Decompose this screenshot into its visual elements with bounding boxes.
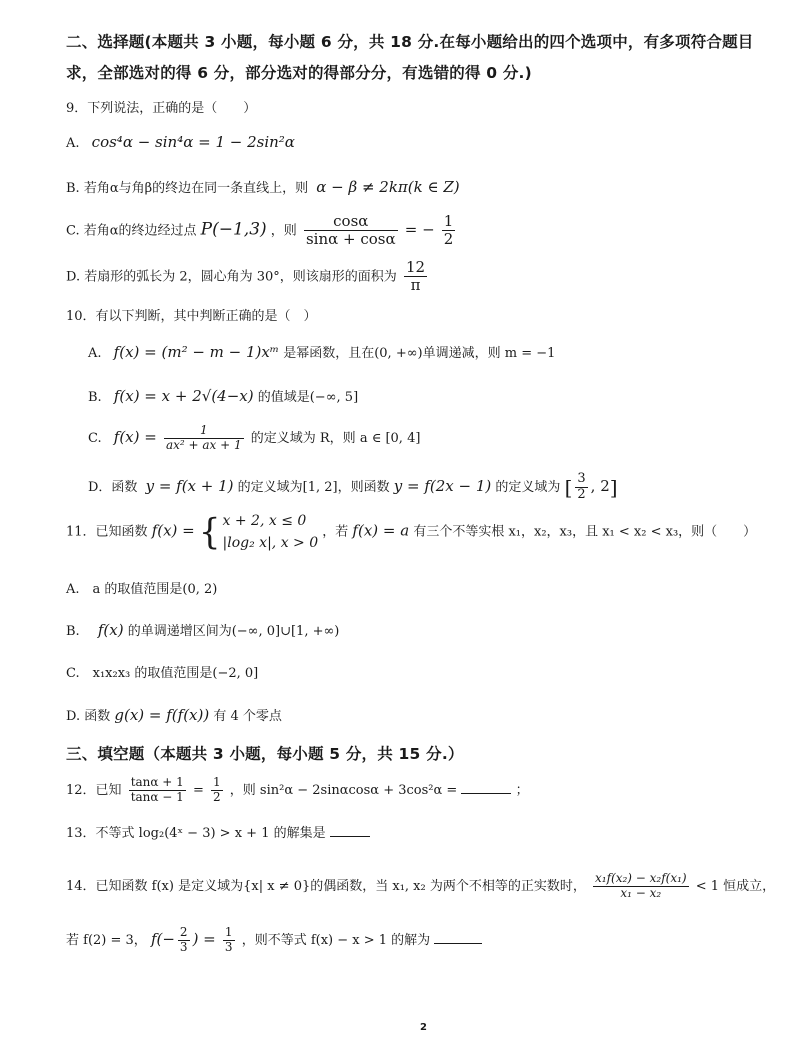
math-expr: y = f(x + 1) — [145, 476, 234, 495]
math-expr: f(x) = a — [352, 521, 410, 540]
q9-option-b — [66, 177, 794, 196]
denominator: 3 — [179, 939, 188, 954]
option-label: D．函数 — [88, 479, 138, 495]
math-expr: y = f(2x − 1) — [393, 476, 492, 495]
question-text: ； — [515, 782, 529, 798]
brace: { — [198, 511, 221, 553]
numerator: x₁f(x₂) − x₂f(x₁) — [595, 871, 687, 885]
option-text: ，则 — [270, 223, 297, 239]
q11-option-c: C. x₁x₂x₃ 的取值范围是(−2, 0] — [66, 666, 259, 681]
fraction — [575, 472, 587, 503]
case-1: x + 2, x ≤ 0 — [222, 513, 307, 529]
numerator: 12 — [405, 258, 426, 276]
fraction — [404, 259, 427, 295]
numerator: 1 — [224, 925, 233, 939]
q10-stem: 10．有以下判断，其中判断正确的是（ ） — [66, 309, 317, 324]
q12 — [66, 776, 794, 805]
answer-blank[interactable] — [330, 835, 370, 837]
fraction — [129, 776, 186, 805]
option-text: D. 若扇形的弧长为 2，圆心角为 30°，则该扇形的面积为 — [66, 269, 397, 285]
fraction — [304, 213, 398, 249]
answer-blank[interactable] — [434, 942, 482, 944]
option-text: 的单调递增区间为(−∞, 0]∪[1, +∞) — [127, 624, 340, 639]
math-expr: α − β ≠ 2kπ(k ∈ Z) — [316, 178, 460, 196]
option-label: B. — [66, 624, 80, 639]
denominator: ax² + ax + 1 — [165, 437, 242, 452]
option-text: 有 4 个零点 — [213, 709, 282, 724]
question-text: < 1 恒成立， — [695, 878, 776, 894]
fraction — [211, 776, 223, 805]
option-label: A. — [66, 136, 80, 151]
question-text: ，若 — [322, 524, 349, 540]
option-text: 的定义域为[1, 2]，则函数 — [237, 479, 390, 495]
fraction — [164, 424, 244, 453]
answer-blank[interactable] — [461, 792, 511, 794]
section3-heading: 三、填空题（本题共 3 小题，每小题 5 分，共 15 分.） — [66, 745, 464, 763]
case-2: |log₂ x|, x > 0 — [222, 535, 319, 551]
option-text: 的值域是(−∞, 5] — [257, 390, 359, 405]
question-text: 有三个不等实根 x₁，x₂，x₃，且 x₁ < x₂ < x₃，则（ ） — [413, 524, 757, 540]
math-expr: , 2 — [590, 476, 610, 495]
q11-option-b — [66, 620, 794, 639]
section2-heading-line2: 求，全部选对的得 6 分，部分选对的得部分分，有选错的得 0 分.) — [66, 64, 532, 82]
section2-heading-line1: 二、选择题(本题共 3 小题，每小题 6 分，共 18 分.在每小题给出的四个选项中，有多项符合题目 — [66, 33, 754, 51]
q11-option-d — [66, 705, 794, 724]
q10-option-a — [88, 342, 794, 361]
fraction — [223, 926, 235, 955]
bracket: [ — [564, 475, 573, 500]
question-text: 若 f(2) = 3， — [66, 932, 147, 948]
option-label: A. — [88, 346, 102, 361]
piecewise-cases — [223, 510, 319, 554]
math-expr: f(x) = — [113, 427, 157, 446]
math-expr: f(x) — [97, 621, 124, 639]
denominator: sinα + cosα — [305, 230, 396, 249]
numerator: 2 — [179, 925, 188, 939]
denominator: x₁ − x₂ — [620, 885, 662, 900]
numerator: tanα + 1 — [130, 775, 184, 789]
denominator: 2 — [443, 230, 454, 249]
question-text: 14．已知函数 f(x) 是定义域为{x| x ≠ 0}的偶函数，当 x₁, x₂ 为两个不相等的正实数时， — [66, 878, 586, 894]
option-label: C. — [88, 430, 102, 446]
q9-option-d — [66, 259, 794, 295]
q11-stem — [66, 510, 794, 554]
denominator: 3 — [224, 939, 233, 954]
q14-line2 — [66, 926, 794, 955]
page-number: 2 — [420, 1022, 427, 1033]
q9-stem: 9．下列说法，正确的是（ ） — [66, 101, 257, 116]
q14-line1 — [66, 872, 794, 901]
math-expr: = — [192, 782, 204, 798]
question-text: 11．已知函数 — [66, 524, 148, 540]
math-expr: f(x) = (m² − m − 1)xᵐ — [113, 343, 280, 361]
numerator: 1 — [164, 424, 244, 439]
question-text: 12．已知 — [66, 782, 122, 798]
numerator: 1 — [443, 212, 454, 230]
math-expr: f(x) = — [151, 521, 195, 540]
bracket: ] — [609, 475, 618, 500]
math-expr: = − — [404, 220, 435, 239]
q10-option-c — [88, 424, 794, 453]
option-text: 的定义域为 R，则 a ∈ [0, 4] — [250, 430, 421, 446]
option-label: B. — [88, 390, 102, 405]
question-text: ，则 sin²α − 2sinαcosα + 3cos²α = — [229, 782, 458, 798]
question-text: 13．不等式 log₂(4ˣ − 3) > x + 1 的解集是 — [66, 826, 326, 841]
denominator: π — [410, 276, 421, 295]
fraction — [593, 872, 689, 901]
q9-option-a — [66, 133, 794, 151]
option-label: D. 函数 — [66, 709, 111, 724]
math-expr: f(x) = x + 2√(4−x) — [113, 387, 254, 405]
denominator: 2 — [213, 789, 221, 804]
q10-option-b — [88, 386, 794, 405]
question-text: ，则不等式 f(x) − x > 1 的解为 — [241, 932, 431, 948]
fraction — [178, 926, 190, 955]
math-expr: ) = — [192, 929, 216, 948]
math-expr: cos⁴α − sin⁴α = 1 − 2sin²α — [91, 133, 295, 151]
math-expr: f(− — [150, 929, 175, 948]
denominator: tanα − 1 — [130, 789, 184, 804]
q11-option-a: A. a 的取值范围是(0, 2) — [66, 582, 218, 597]
numerator: 3 — [577, 471, 586, 486]
numerator: cosα — [304, 213, 398, 231]
q13 — [66, 822, 794, 841]
q10-option-d — [88, 472, 794, 503]
fraction — [442, 213, 456, 249]
numerator: 1 — [213, 775, 221, 789]
option-text: C. 若角α的终边经过点 — [66, 223, 197, 239]
denominator: 2 — [577, 486, 586, 502]
option-text: 的定义域为 — [495, 479, 561, 495]
q9-option-c — [66, 213, 794, 249]
option-text: 是幂函数，且在(0, +∞)单调递减，则 m = −1 — [283, 346, 556, 361]
math-expr: P(−1,3) — [200, 219, 267, 240]
math-expr: g(x) = f(f(x)) — [114, 706, 210, 724]
option-text: B. 若角α与角β的终边在同一条直线上，则 — [66, 181, 309, 196]
